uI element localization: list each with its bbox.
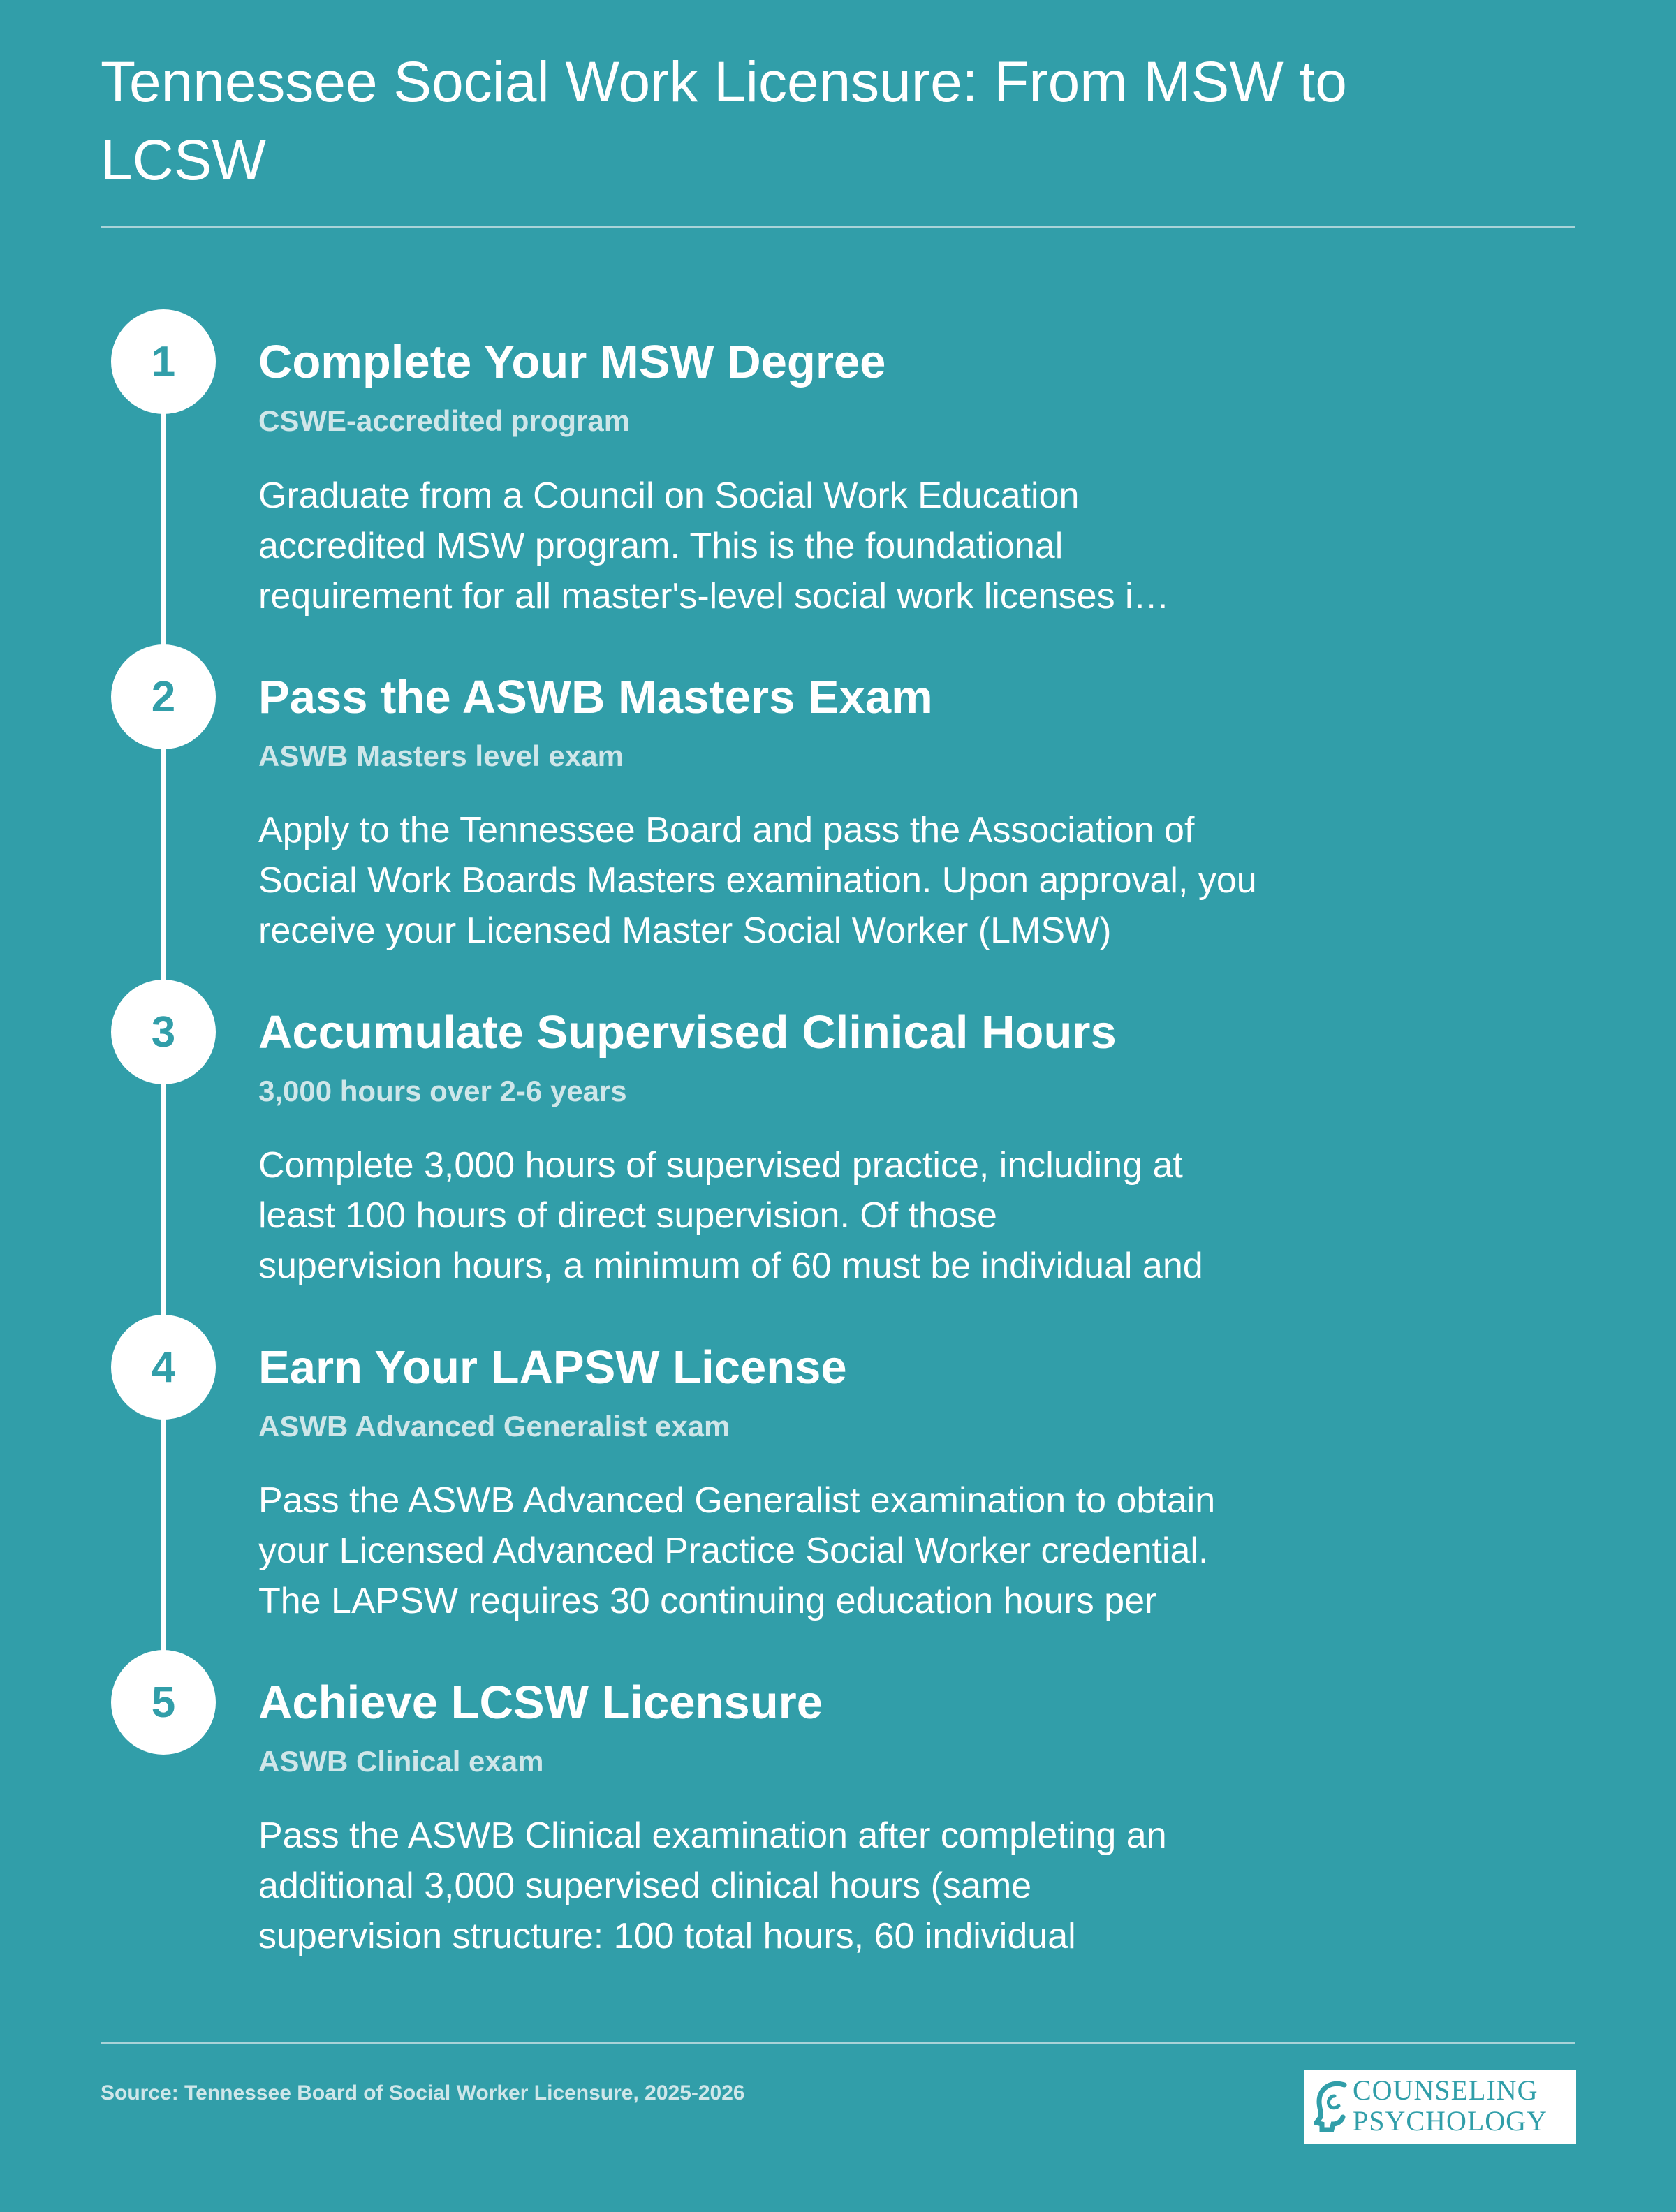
step-description-line: Apply to the Tennessee Board and pass the Association of — [258, 810, 1195, 850]
step-description-line: additional 3,000 supervised clinical hours (same — [258, 1866, 1032, 1906]
step-description-line: requirement for all master's-level social work licenses i… — [258, 576, 1170, 617]
step-subtitle: ASWB Masters level exam — [258, 739, 624, 772]
head-profile-icon — [1314, 2081, 1354, 2132]
step-title: Earn Your LAPSW License — [258, 1341, 847, 1394]
step-description-line: The LAPSW requires 30 continuing education hours per — [258, 1581, 1157, 1621]
step-description-line: supervision structure: 100 total hours, 60 individual — [258, 1916, 1076, 1956]
step-description-line: least 100 hours of direct supervision. Of those — [258, 1195, 997, 1236]
logo-text-line: PSYCHOLOGY — [1353, 2105, 1548, 2137]
footer-divider — [101, 2042, 1575, 2044]
step-number-badge: 4 — [111, 1315, 216, 1420]
step-number-badge: 5 — [111, 1650, 216, 1755]
step-description-line: Pass the ASWB Advanced Generalist examination to obtain — [258, 1480, 1216, 1521]
step-title: Accumulate Supervised Clinical Hours — [258, 1006, 1117, 1059]
step-description — [258, 471, 1376, 621]
step-number-badge: 2 — [111, 644, 216, 749]
step-description-line: accredited MSW program. This is the foundational — [258, 526, 1064, 566]
step-subtitle: ASWB Advanced Generalist exam — [258, 1410, 730, 1443]
header-divider — [101, 226, 1575, 228]
step-description-line: receive your Licensed Master Social Worker (LMSW) — [258, 910, 1112, 951]
step-description-line: Complete 3,000 hours of supervised practice, including at — [258, 1145, 1183, 1186]
step-subtitle: CSWE-accredited program — [258, 404, 631, 437]
step-description-line: Pass the ASWB Clinical examination after completing an — [258, 1815, 1167, 1856]
step-description — [258, 805, 1376, 956]
logo-text-line: COUNSELING — [1353, 2074, 1538, 2106]
step-number-badge: 1 — [111, 309, 216, 414]
step-subtitle: ASWB Clinical exam — [258, 1745, 544, 1778]
page-title: Tennessee Social Work Licensure: From MSW to LCSW — [101, 50, 1347, 192]
counseling-psychology-logo — [1304, 2070, 1576, 2144]
step-description — [258, 1811, 1376, 1961]
step-number-badge: 3 — [111, 980, 216, 1084]
step-subtitle: 3,000 hours over 2-6 years — [258, 1075, 627, 1107]
step-description — [258, 1140, 1376, 1291]
step-description-line: supervision hours, a minimum of 60 must be individual and — [258, 1246, 1203, 1286]
source-note: Source: Tennessee Board of Social Worker Licensure, 2025-2026 — [101, 2081, 745, 2104]
step-description-line: Graduate from a Council on Social Work Education — [258, 475, 1080, 516]
step-title: Complete Your MSW Degree — [258, 336, 886, 388]
step-description — [258, 1475, 1376, 1626]
step-description-line: your Licensed Advanced Practice Social Worker credential. — [258, 1531, 1209, 1571]
step-description-line: Social Work Boards Masters examination. Upon approval, you — [258, 860, 1257, 901]
step-title: Achieve LCSW Licensure — [258, 1676, 823, 1729]
step-title: Pass the ASWB Masters Exam — [258, 671, 933, 723]
